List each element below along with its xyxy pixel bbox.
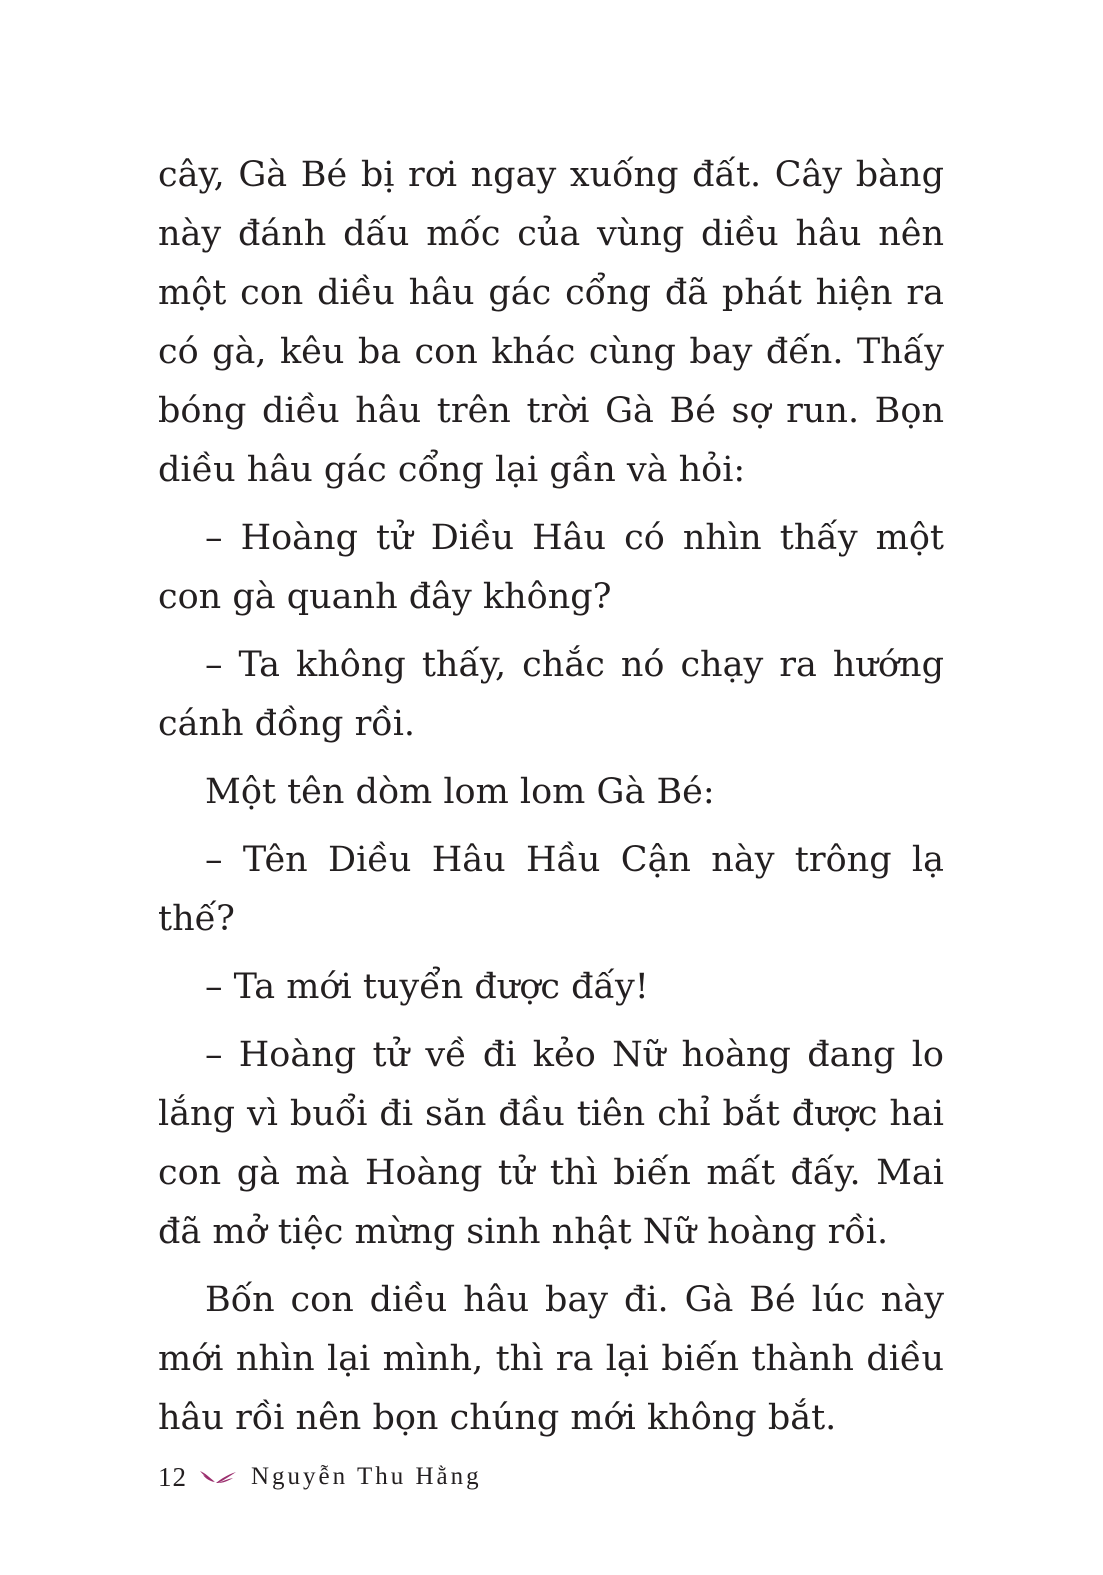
- page-footer: [158, 1457, 482, 1497]
- paragraph-8: Bốn con diều hâu bay đi. Gà Bé lúc này mới nhìn lại mình, thì ra lại biến thành diều hâu rồi nên bọn chúng mới không bắt.: [158, 1280, 944, 1438]
- paragraph-4: Một tên dòm lom lom Gà Bé:: [205, 772, 715, 812]
- paragraph-2: – Hoàng tử Diều Hâu có nhìn thấy một con gà quanh đây không?: [158, 518, 944, 617]
- wing-ornament-icon: [199, 1467, 237, 1487]
- paragraph-7: – Hoàng tử về đi kẻo Nữ hoàng đang lo lắng vì buổi đi săn đầu tiên chỉ bắt được hai con gà mà Hoàng tử thì biến mất đấy. Mai đã mở tiệc mừng sinh nhật Nữ hoàng rồi.: [158, 1035, 944, 1252]
- page-number: 12: [158, 1461, 187, 1492]
- paragraph-1: cây, Gà Bé bị rơi ngay xuống đất. Cây bàng này đánh dấu mốc của vùng diều hâu nên một con diều hâu gác cổng đã phát hiện ra có gà, kêu ba con khác cùng bay đến. Thấy bóng diều hâu trên trời Gà Bé sợ run. Bọn diều hâu gác cổng lại gần và hỏi:: [158, 155, 944, 490]
- paragraph-6: – Ta mới tuyển được đấy!: [205, 967, 649, 1007]
- author-name: Nguyễn Thu Hằng: [251, 1463, 482, 1490]
- paragraph-3: – Ta không thấy, chắc nó chạy ra hướng cánh đồng rồi.: [158, 645, 944, 744]
- body-text: [158, 146, 944, 1457]
- paragraph-5: – Tên Diều Hâu Hầu Cận này trông lạ thế?: [158, 840, 944, 939]
